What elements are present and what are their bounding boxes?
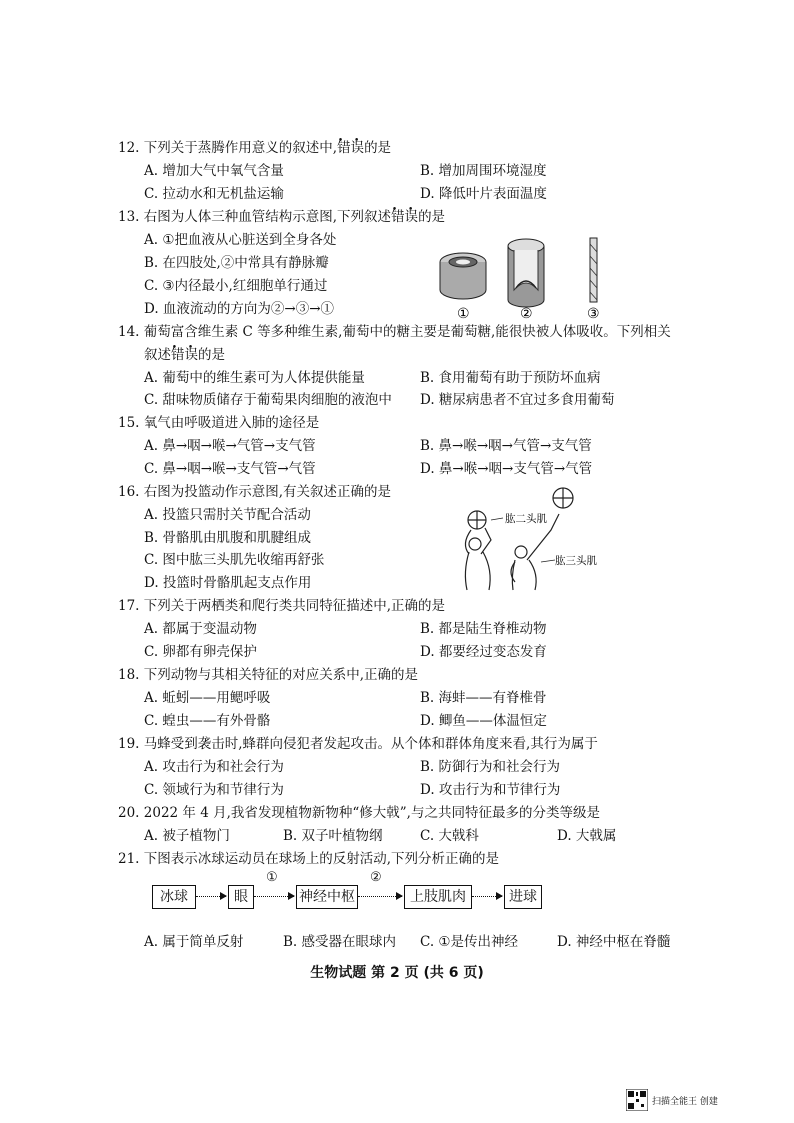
- q12-option-c: C. 拉动水和无机盐运输: [144, 186, 284, 202]
- capillary-drawing: [590, 238, 597, 302]
- q21-option-a: A. 属于简单反射: [144, 934, 244, 950]
- q18-option-a: A. 蚯蚓——用鳃呼吸: [144, 690, 271, 706]
- q19-option-a: A. 攻击行为和社会行为: [144, 759, 284, 775]
- biceps-label: 肱二头肌: [505, 513, 547, 525]
- q14-stem-line1: 14. 葡萄富含维生素 C 等多种维生素,葡萄中的糖主要是葡萄糖,能很快被人体吸收。下列相关: [118, 324, 671, 340]
- q12-option-b: B. 增加周围环境湿度: [420, 163, 547, 179]
- q13-option-a: A. ①把血液从心脏送到全身各处: [144, 232, 337, 248]
- page-footer: 生物试题 第 2 页 (共 6 页): [310, 965, 484, 981]
- scanner-watermark: 扫描全能王 创建: [652, 1097, 718, 1107]
- q20-option-d: D. 大戟属: [557, 828, 617, 844]
- qr-code-icon: [626, 1089, 648, 1111]
- vessel-label-1: ①: [457, 306, 470, 322]
- flow-arrow-2: [358, 896, 402, 897]
- flow-box-icehockey: 冰球: [152, 885, 196, 909]
- flow-box-nerve-center: 神经中枢: [296, 885, 358, 909]
- q16-option-d: D. 投篮时骨骼肌起支点作用: [144, 575, 312, 591]
- q14-option-d: D. 糖尿病患者不宜过多食用葡萄: [420, 392, 615, 408]
- q19-stem: 19. 马蜂受到袭击时,蜂群向侵犯者发起攻击。从个体和群体角度来看,其行为属于: [118, 736, 598, 752]
- blood-vessel-figure: [430, 228, 610, 324]
- q15-option-d: D. 鼻→喉→咽→支气管→气管: [420, 461, 593, 477]
- flow-box-arm-muscle: 上肢肌肉: [404, 885, 472, 909]
- q18-stem: 18. 下列动物与其相关特征的对应关系中,正确的是: [118, 667, 419, 683]
- q14-stem-line2: 叙述错误 • •的是: [144, 345, 225, 365]
- q17-option-b: B. 都是陆生脊椎动物: [420, 621, 547, 637]
- q19-option-b: B. 防御行为和社会行为: [420, 759, 561, 775]
- q20-option-a: A. 被子植物门: [144, 828, 230, 844]
- basketball-shot-figure: [455, 482, 615, 592]
- q20-option-c: C. 大戟科: [420, 828, 479, 844]
- q15-option-b: B. 鼻→喉→咽→气管→支气管: [420, 438, 592, 454]
- flow-label-1: ①: [266, 870, 278, 885]
- q15-option-a: A. 鼻→咽→喉→气管→支气管: [144, 438, 316, 454]
- q16-option-c: C. 图中肱三头肌先收缩再舒张: [144, 552, 325, 568]
- q13-option-d: D. 血液流动的方向为②→③→①: [144, 301, 335, 317]
- q21-option-c: C. ①是传出神经: [420, 934, 519, 950]
- flow-label-2: ②: [370, 870, 382, 885]
- q15-option-c: C. 鼻→咽→喉→支气管→气管: [144, 461, 316, 477]
- q20-option-b: B. 双子叶植物纲: [283, 828, 383, 844]
- flow-arrow: [472, 896, 502, 897]
- flow-arrow-1: [254, 896, 294, 897]
- q21-stem: 21. 下图表示冰球运动员在球场上的反射活动,下列分析正确的是: [118, 851, 500, 867]
- q18-option-b: B. 海蚌——有脊椎骨: [420, 690, 547, 706]
- triceps-label: 肱三头肌: [555, 555, 597, 567]
- q21-option-d: D. 神经中枢在脊髓: [557, 934, 671, 950]
- vein-drawing: [508, 239, 544, 307]
- q16-option-a: A. 投篮只需肘关节配合活动: [144, 507, 311, 523]
- q12-option-d: D. 降低叶片表面温度: [420, 186, 547, 202]
- q12-stem: 12. 下列关于蒸腾作用意义的叙述中,错误 • •的是: [118, 138, 391, 158]
- vessel-label-3: ③: [587, 306, 600, 322]
- artery-drawing: [440, 253, 486, 299]
- q17-option-d: D. 都要经过变态发育: [420, 644, 547, 660]
- q19-option-d: D. 攻击行为和节律行为: [420, 782, 561, 798]
- q17-option-c: C. 卵都有卵壳保护: [144, 644, 257, 660]
- q17-stem: 17. 下列关于两栖类和爬行类共同特征描述中,正确的是: [118, 598, 446, 614]
- q18-option-c: C. 蝗虫——有外骨骼: [144, 713, 271, 729]
- q13-stem: 13. 右图为人体三种血管结构示意图,下列叙述错误 • •的是: [118, 207, 445, 227]
- q21-option-b: B. 感受器在眼球内: [283, 934, 397, 950]
- q14-option-c: C. 甜味物质储存于葡萄果肉细胞的液泡中: [144, 392, 392, 408]
- q13-option-b: B. 在四肢处,②中常具有静脉瓣: [144, 255, 329, 271]
- q16-option-b: B. 骨骼肌由肌腹和肌腱组成: [144, 530, 312, 546]
- q14-option-b: B. 食用葡萄有助于预防坏血病: [420, 370, 601, 386]
- q17-option-a: A. 都属于变温动物: [144, 621, 257, 637]
- q13-option-c: C. ③内径最小,红细胞单行通过: [144, 278, 328, 294]
- q15-stem: 15. 氧气由呼吸道进入肺的途径是: [118, 415, 320, 431]
- q18-option-d: D. 鲫鱼——体温恒定: [420, 713, 547, 729]
- q14-option-a: A. 葡萄中的维生素可为人体提供能量: [144, 370, 365, 386]
- q16-stem: 16. 右图为投篮动作示意图,有关叙述正确的是: [118, 484, 392, 500]
- q12-option-a: A. 增加大气中氧气含量: [144, 163, 284, 179]
- vessel-label-2: ②: [520, 306, 533, 322]
- flow-box-eye: 眼: [228, 885, 254, 909]
- flow-arrow: [196, 896, 226, 897]
- q20-stem: 20. 2022 年 4 月,我省发现植物新物种“修大戟”,与之共同特征最多的分类等级是: [118, 805, 600, 821]
- q19-option-c: C. 领域行为和节律行为: [144, 782, 284, 798]
- flow-box-goal: 进球: [504, 885, 542, 909]
- reflex-flow-diagram: [152, 870, 542, 912]
